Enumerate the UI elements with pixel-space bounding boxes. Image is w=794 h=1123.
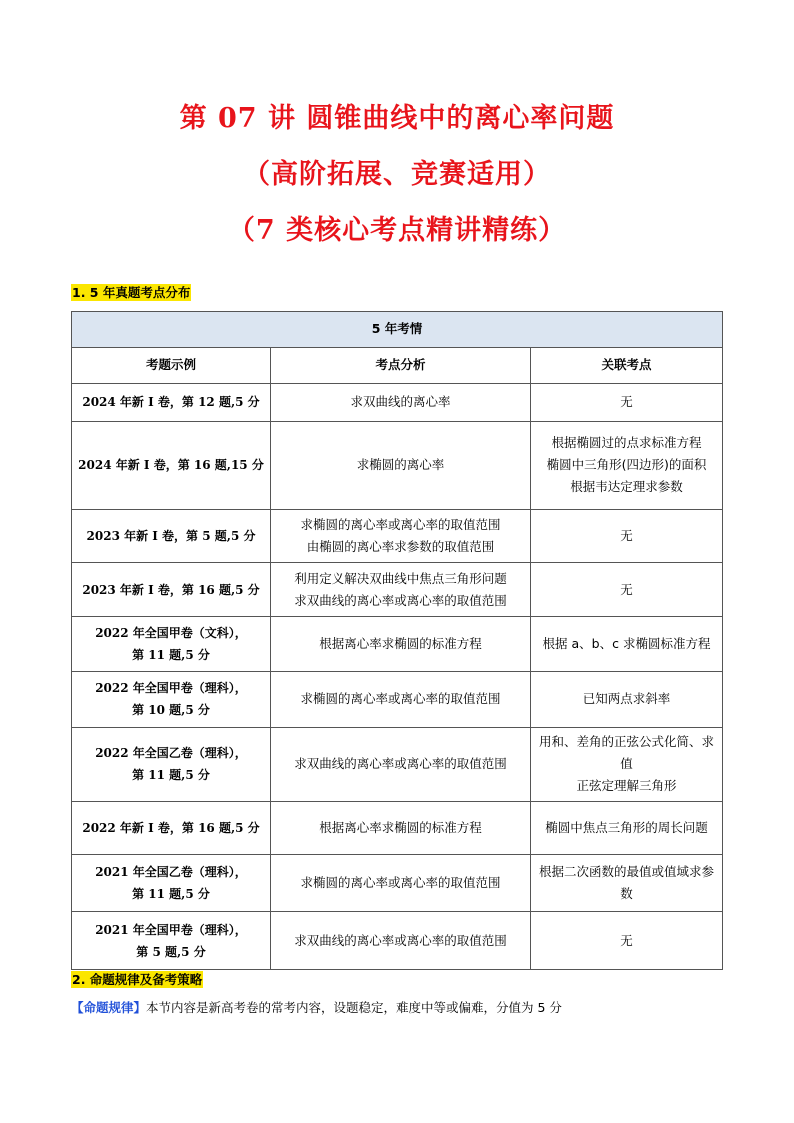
related-cell-line: 根据二次函数的最值或值域求参数 bbox=[539, 864, 715, 902]
exam-cell-line: 2023 年新 I 卷，第 5 题,5 分 bbox=[86, 529, 256, 544]
analysis-cell-line: 求椭圆的离心率 bbox=[356, 457, 445, 473]
table-row bbox=[72, 912, 723, 970]
page-subtitle-2: （7 类核心考点精讲精练） bbox=[227, 215, 567, 246]
exam-cell-line: 2021 年全国乙卷（理科）， bbox=[95, 865, 247, 880]
related-cell-line: 根据椭圆过的点求标准方程 bbox=[551, 435, 702, 451]
exam-cell-line: 2021 年全国甲卷（理科）， bbox=[95, 922, 247, 937]
table-row bbox=[72, 727, 723, 801]
related-cell-line: 无 bbox=[620, 581, 633, 597]
exam-cell bbox=[72, 854, 271, 911]
related-cell bbox=[531, 854, 723, 911]
exam-cell-line: 2024 年新 I 卷，第 16 题,15 分 bbox=[78, 458, 264, 473]
related-cell-line: 无 bbox=[620, 394, 633, 410]
related-cell bbox=[531, 672, 723, 727]
exam-cell-line: 2024 年新 I 卷，第 12 题,5 分 bbox=[82, 395, 260, 410]
analysis-cell bbox=[271, 616, 531, 671]
table-caption: 5 年考情 bbox=[72, 312, 723, 348]
related-cell bbox=[531, 616, 723, 671]
exam-cell bbox=[72, 510, 271, 563]
analysis-cell bbox=[271, 912, 531, 970]
analysis-cell bbox=[271, 672, 531, 727]
exam-cell-line: 2022 年新 I 卷，第 16 题,5 分 bbox=[82, 820, 260, 835]
column-header-related: 关联考点 bbox=[531, 347, 723, 383]
analysis-cell-line: 求双曲线的离心率或离心率的取值范围 bbox=[294, 592, 507, 608]
related-cell bbox=[531, 383, 723, 421]
table-row bbox=[72, 672, 723, 727]
analysis-cell bbox=[271, 727, 531, 801]
analysis-cell-line: 根据离心率求椭圆的标准方程 bbox=[319, 636, 482, 652]
analysis-cell-line: 求双曲线的离心率或离心率的取值范围 bbox=[294, 932, 507, 948]
table-row bbox=[72, 801, 723, 854]
related-cell-line: 无 bbox=[620, 932, 633, 948]
analysis-cell bbox=[271, 563, 531, 616]
page-subtitle: （高阶拓展、竞赛适用） bbox=[243, 159, 551, 190]
exam-cell-line: 第 11 题,5 分 bbox=[132, 648, 210, 663]
exam-cell bbox=[72, 421, 271, 509]
analysis-cell bbox=[271, 421, 531, 509]
related-cell-line: 椭圆中焦点三角形的周长问题 bbox=[545, 819, 708, 835]
exam-cell bbox=[72, 912, 271, 970]
column-header-analysis: 考点分析 bbox=[271, 347, 531, 383]
related-cell-line: 用和、差角的正弦公式化简、求值 bbox=[539, 734, 715, 772]
table-row bbox=[72, 383, 723, 421]
exam-cell-line: 2022 年全国甲卷（文科）， bbox=[95, 626, 247, 641]
section-heading-strategy: 2. 命题规律及备考策略 bbox=[72, 972, 203, 987]
related-cell-line: 椭圆中三角形(四边形)的面积 bbox=[546, 457, 707, 473]
analysis-cell-line: 求椭圆的离心率或离心率的取值范围 bbox=[300, 691, 501, 707]
exam-cell bbox=[72, 616, 271, 671]
analysis-cell-line: 利用定义解决双曲线中焦点三角形问题 bbox=[294, 570, 507, 586]
related-cell bbox=[531, 421, 723, 509]
exam-cell-line: 2023 年新 I 卷，第 16 题,5 分 bbox=[82, 582, 260, 597]
analysis-cell-line: 求椭圆的离心率或离心率的取值范围 bbox=[300, 875, 501, 891]
rule-paragraph bbox=[71, 998, 722, 1018]
exam-table bbox=[71, 311, 723, 970]
related-cell bbox=[531, 912, 723, 970]
related-cell-line: 已知两点求斜率 bbox=[582, 691, 671, 707]
column-header-exam: 考题示例 bbox=[72, 347, 271, 383]
exam-table-body bbox=[72, 383, 723, 969]
exam-cell-line: 2022 年全国甲卷（理科）， bbox=[95, 681, 247, 696]
table-row bbox=[72, 616, 723, 671]
analysis-cell-line: 求双曲线的离心率或离心率的取值范围 bbox=[294, 756, 507, 772]
exam-cell-line: 第 10 题,5 分 bbox=[132, 703, 210, 718]
table-row bbox=[72, 854, 723, 911]
section-heading-exam-distribution: 1. 5 年真题考点分布 bbox=[72, 285, 191, 300]
exam-cell bbox=[72, 672, 271, 727]
analysis-cell-line: 根据离心率求椭圆的标准方程 bbox=[319, 819, 482, 835]
related-cell-line: 根据 a、b、c 求椭圆标准方程 bbox=[542, 636, 711, 652]
exam-cell bbox=[72, 383, 271, 421]
analysis-cell-line: 由椭圆的离心率求参数的取值范围 bbox=[306, 539, 495, 555]
exam-cell-line: 第 11 题,5 分 bbox=[132, 768, 210, 783]
exam-cell-line: 第 5 题,5 分 bbox=[136, 944, 206, 959]
related-cell bbox=[531, 510, 723, 563]
table-row bbox=[72, 510, 723, 563]
exam-cell bbox=[72, 727, 271, 801]
table-row bbox=[72, 563, 723, 616]
related-cell-line: 根据韦达定理求参数 bbox=[570, 479, 683, 495]
analysis-cell-line: 求双曲线的离心率 bbox=[350, 394, 451, 410]
exam-cell-line: 2022 年全国乙卷（理科）， bbox=[95, 746, 247, 761]
analysis-cell bbox=[271, 383, 531, 421]
related-cell bbox=[531, 727, 723, 801]
related-cell-line: 无 bbox=[620, 528, 633, 544]
related-cell-line: 正弦定理解三角形 bbox=[576, 778, 677, 794]
exam-cell bbox=[72, 801, 271, 854]
rule-label: 【命题规律】 bbox=[71, 1000, 147, 1015]
exam-cell-line: 第 11 题,5 分 bbox=[132, 887, 210, 902]
exam-cell bbox=[72, 563, 271, 616]
table-row bbox=[72, 421, 723, 509]
analysis-cell-line: 求椭圆的离心率或离心率的取值范围 bbox=[300, 517, 501, 533]
page-title: 第 07 讲 圆锥曲线中的离心率问题 bbox=[179, 103, 615, 134]
related-cell bbox=[531, 801, 723, 854]
analysis-cell bbox=[271, 801, 531, 854]
related-cell bbox=[531, 563, 723, 616]
analysis-cell bbox=[271, 854, 531, 911]
rule-text: 本节内容是新高考卷的常考内容，设题稳定，难度中等或偏难，分值为 5 分 bbox=[146, 1000, 562, 1015]
analysis-cell bbox=[271, 510, 531, 563]
